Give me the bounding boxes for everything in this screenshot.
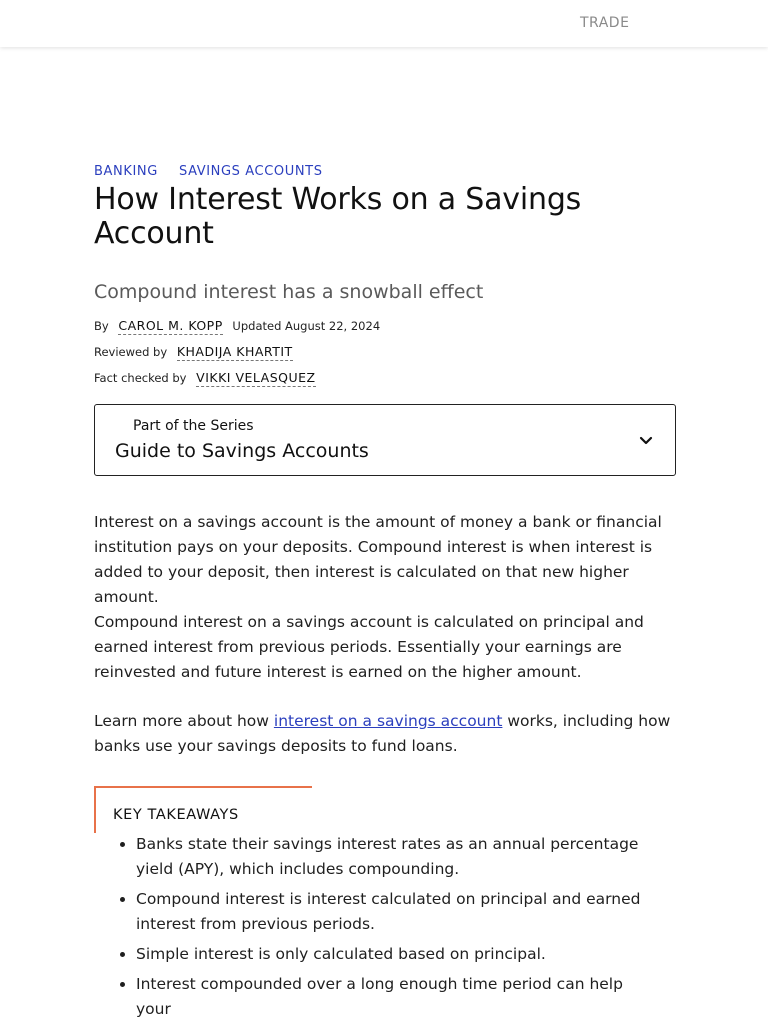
takeaway-item: Compound interest is interest calculated on principal and earned interest from previous periods.	[136, 887, 646, 937]
breadcrumb	[94, 160, 339, 179]
reviewer-link[interactable]: KHADIJA KHARTIT	[176, 344, 293, 359]
learn-more-text-before: Learn more about how	[94, 712, 274, 730]
article-subtitle: Compound interest has a snowball effect	[94, 281, 484, 303]
takeaway-item: Interest compounded over a long enough time period can help your	[136, 972, 646, 1022]
author-label: By	[94, 319, 109, 333]
factchecker-label: Fact checked by	[94, 371, 187, 385]
updated-date: Updated August 22, 2024	[232, 319, 381, 333]
breadcrumb-banking[interactable]: BANKING	[94, 164, 158, 179]
takeaways-accent-top	[94, 786, 312, 788]
paragraph-compound: Compound interest on a savings account is calculated on principal and earned interest from previous periods. Essentially your earnings are reinvested and future interest is earned on the higher amount.	[94, 613, 644, 681]
reviewer-label: Reviewed by	[94, 345, 168, 359]
takeaway-item: Banks state their savings interest rates as an annual percentage yield (APY), which includes compounding.	[136, 832, 646, 882]
series-dropdown[interactable]	[94, 404, 676, 476]
byline-author	[94, 318, 380, 333]
key-takeaways-box	[94, 786, 676, 1024]
paragraph-learn-more	[94, 709, 676, 759]
learn-more-text-after: works, including how banks use your savings deposits to fund loans.	[94, 712, 671, 755]
takeaways-accent-side	[94, 786, 96, 833]
nav-trade-link[interactable]: TRADE	[580, 15, 630, 31]
byline-factchecker	[94, 370, 322, 385]
factchecker-link[interactable]: VIKKI VELASQUEZ	[196, 370, 316, 385]
takeaway-item: Simple interest is only calculated based on principal.	[136, 942, 646, 967]
breadcrumb-savings-accounts[interactable]: SAVINGS ACCOUNTS	[179, 164, 323, 179]
paragraph-intro: Interest on a savings account is the amount of money a bank or financial institution pays on your deposits. Compound interest is when interest is added to your deposit, then interest is calculated on that new higher amount.	[94, 513, 662, 606]
chevron-down-icon[interactable]	[637, 431, 655, 449]
takeaways-list	[136, 832, 646, 1024]
article-title: How Interest Works on a Savings Account	[94, 182, 582, 251]
series-name: Guide to Savings Accounts	[115, 440, 369, 462]
author-link[interactable]: CAROL M. KOPP	[118, 318, 223, 333]
series-label: Part of the Series	[133, 418, 254, 434]
interest-savings-link[interactable]: interest on a savings account	[273, 712, 503, 730]
byline-reviewer	[94, 344, 299, 359]
top-navigation-bar	[0, 0, 768, 47]
takeaways-heading: KEY TAKEAWAYS	[113, 807, 239, 823]
